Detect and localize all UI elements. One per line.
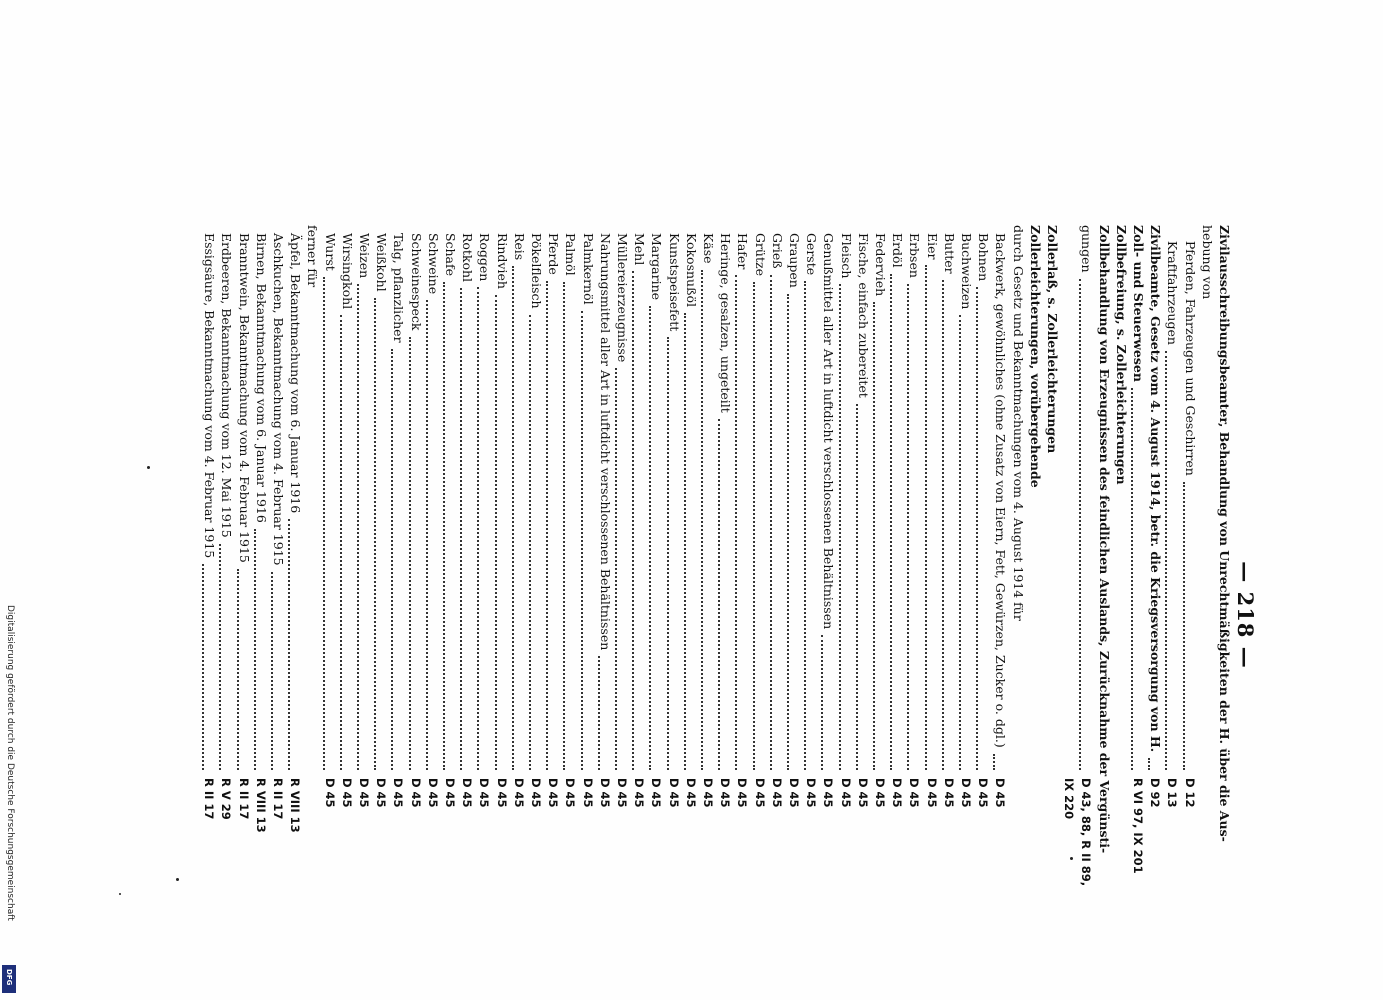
index-entry	[905, 225, 923, 1005]
leader-dots	[426, 300, 430, 770]
index-entry	[1043, 225, 1061, 1005]
entry-label: Mehl	[630, 225, 648, 269]
index-entry	[647, 225, 665, 1005]
leader-dots	[495, 295, 499, 770]
leader-dots	[735, 275, 739, 770]
index-entry	[200, 225, 218, 1005]
entry-label: Zollerleichterungen, vorübergehende	[1026, 225, 1044, 492]
entry-reference: D 45	[443, 778, 457, 808]
entry-reference: D 45	[339, 778, 354, 808]
index-entry	[1026, 225, 1044, 1005]
entry-label: Federvieh	[871, 225, 889, 300]
entry-label: Pferden, Fahrzeugen und Geschirren	[1181, 225, 1199, 480]
entry-label: Heringe, gesalzen, ungeteilt	[716, 225, 734, 417]
index-entry	[372, 225, 390, 1005]
leader-dots	[546, 281, 550, 770]
entry-reference: R II 17	[202, 778, 217, 820]
entry-reference: D 45	[873, 778, 887, 808]
entry-reference: D 45	[511, 778, 526, 808]
leader-dots	[649, 306, 653, 770]
leader-dots	[976, 287, 980, 770]
entry-reference: D 45	[460, 778, 475, 808]
index-entry	[888, 225, 906, 1005]
leader-dots	[925, 265, 929, 770]
index-entry	[1198, 225, 1216, 1005]
entry-reference: D 45	[924, 778, 939, 808]
index-entry	[682, 225, 700, 1005]
entry-label: Hafer	[733, 225, 751, 273]
entry-reference: D 45	[993, 778, 1008, 808]
entry-label: gungen	[1077, 225, 1095, 277]
index-entry	[303, 225, 321, 1005]
leader-dots	[684, 313, 688, 770]
leader-dots	[770, 275, 774, 770]
entry-reference: R V 29	[219, 778, 234, 820]
entry-reference: D 45	[649, 778, 664, 808]
index-page	[202, 225, 1258, 1005]
index-entry	[424, 225, 442, 1005]
entry-reference: R VI 97, IX 201	[1131, 778, 1145, 874]
entry-label: Essigsäure, Bekanntmachung vom 4. Februar 1915	[200, 225, 218, 562]
leader-dots	[856, 404, 860, 770]
entry-reference: D 45	[563, 778, 578, 808]
entry-reference: D 13	[1165, 778, 1180, 808]
index-entry	[235, 225, 253, 1005]
entry-label: Aschkuchen, Bekanntmachung vom 4. Februar 1915	[269, 225, 287, 570]
entry-reference: D 45	[666, 778, 681, 808]
entry-reference: R VIII 13	[288, 778, 303, 833]
index-entry	[802, 225, 820, 1005]
entry-label: Kokosnußöl	[682, 225, 700, 311]
entry-label: durch Gesetz und Bekanntmachungen vom 4. August 1914 für	[1009, 225, 1027, 625]
leader-dots	[1131, 388, 1135, 770]
index-entry	[389, 225, 407, 1005]
leader-dots	[942, 280, 946, 770]
index-entry	[1215, 225, 1233, 1005]
entry-label: Erdöl	[888, 225, 906, 272]
leader-dots	[959, 315, 963, 770]
entry-label: Rotkohl	[458, 225, 476, 286]
index-entry	[441, 225, 459, 1005]
leader-dots	[563, 282, 567, 770]
entry-reference: D 45	[718, 778, 733, 808]
entry-reference: D 45	[615, 778, 629, 808]
index-entry	[286, 225, 304, 1005]
entry-label: Zivilbeamte, Gesetz vom 4. August 1914, betr. die Kriegsversorgung von H.	[1146, 225, 1164, 756]
entry-reference: D 45	[907, 778, 922, 808]
index-entry	[699, 225, 717, 1005]
entry-label: Backwerk, gewöhnliches (ohne Zusatz von Eiern, Fett, Gewürzen, Zucker o. dgl.)	[991, 225, 1009, 752]
index-entry	[854, 225, 872, 1005]
entry-label: Wurst	[321, 225, 339, 275]
leader-dots	[598, 656, 602, 770]
index-entry	[475, 225, 493, 1005]
entry-label: Genußmittel aller Art in luftdicht verschlossenen Behältnissen	[819, 225, 837, 633]
entry-label: Eier	[923, 225, 941, 263]
entry-label: Grütze	[751, 225, 769, 280]
index-entry	[252, 225, 270, 1005]
index-entry	[1163, 225, 1181, 1005]
dfg-logo-text: DFG	[5, 969, 13, 986]
leader-dots	[1165, 351, 1169, 770]
entry-reference: D 45	[408, 778, 423, 808]
index-entry	[355, 225, 373, 1005]
entry-label: Pferde	[544, 225, 562, 279]
index-entry	[596, 225, 614, 1005]
index-entry	[1077, 225, 1095, 1005]
entry-label: Schafe	[441, 225, 459, 280]
leader-dots	[890, 274, 894, 770]
entry-label: Roggen	[475, 225, 493, 285]
index-entry	[716, 225, 734, 1005]
index-entry	[837, 225, 855, 1005]
index-entry	[1181, 225, 1199, 1005]
entry-label: Zollbehandlung von Erzeugnissen des feindlichen Auslands, Zurücknahme der Vergünsti-	[1095, 225, 1113, 857]
entry-reference: D 92	[1148, 778, 1163, 808]
index-entry	[579, 225, 597, 1005]
entry-reference: D 45	[838, 778, 853, 808]
index-entry	[561, 225, 579, 1005]
index-entry	[785, 225, 803, 1005]
entry-reference: D 45	[425, 778, 440, 808]
page-number: — 218 —	[1233, 561, 1258, 669]
leader-dots	[357, 284, 361, 770]
entry-reference: D 12	[1182, 778, 1197, 808]
leader-dots	[701, 270, 705, 770]
dfg-logo	[2, 965, 16, 993]
index-entry	[1112, 225, 1130, 1005]
entry-label: Palmkernöl	[579, 225, 597, 309]
index-entry	[957, 225, 975, 1005]
entry-reference: D 45	[752, 778, 767, 808]
entry-reference: D 45	[821, 778, 836, 808]
entry-reference: D 45	[632, 778, 647, 808]
entry-reference: D 45	[701, 778, 715, 808]
index-entry	[923, 225, 941, 1005]
entry-label: Nahrungsmittel aller Art in luftdicht verschlossenen Behältnissen	[596, 225, 614, 654]
entry-reference: D 45	[597, 778, 612, 808]
entry-reference: D 45	[529, 778, 543, 808]
leader-dots	[667, 337, 671, 770]
entry-label: Talg, pflanzlicher	[389, 225, 407, 347]
entry-reference: D 45	[804, 778, 819, 808]
index-entry	[1095, 225, 1113, 1005]
leader-dots	[288, 519, 292, 770]
entry-label: Reis	[510, 225, 528, 264]
index-entry	[751, 225, 769, 1005]
leader-dots	[460, 288, 464, 770]
leader-dots	[271, 572, 275, 770]
index-entry	[338, 225, 356, 1005]
entry-reference: D 45	[976, 778, 991, 808]
entry-label: Kunstspeisefett	[665, 225, 683, 335]
index-entry	[510, 225, 528, 1005]
index-entry	[630, 225, 648, 1005]
index-entry	[819, 225, 837, 1005]
entry-label: Rindvieh	[493, 225, 511, 293]
entry-label: Erdbeeren, Bekanntmachung vom 12. Mai 1915	[217, 225, 235, 542]
scan-speck	[1070, 857, 1073, 860]
scan-speck	[119, 893, 121, 895]
entry-label: Müllereierzeugnisse	[613, 225, 631, 366]
digitization-credit	[2, 605, 16, 995]
index-entry	[458, 225, 476, 1005]
entry-reference: D 45	[769, 778, 784, 808]
entry-label: Gerste	[802, 225, 820, 279]
entry-reference: D 45	[546, 778, 561, 808]
leader-dots	[512, 266, 516, 770]
entry-label: Grieß	[768, 225, 786, 273]
entry-label: Birnen, Bekanntmachung vom 6. Januar 1916	[252, 225, 270, 527]
entry-label: Butter	[940, 225, 958, 278]
index-entry	[493, 225, 511, 1005]
entry-label: Margarine	[647, 225, 665, 304]
leader-dots	[529, 315, 533, 770]
index-entry	[544, 225, 562, 1005]
leader-dots	[615, 368, 619, 770]
leader-dots	[1183, 482, 1187, 770]
entry-label: Fleisch	[837, 225, 855, 282]
scan-speck	[176, 878, 179, 881]
index-entry	[321, 225, 339, 1005]
entry-reference: D 45	[735, 778, 750, 808]
entry-reference: D 45	[494, 778, 509, 808]
leader-dots	[1148, 758, 1152, 770]
entry-reference: D 45	[357, 778, 371, 808]
leader-dots	[632, 271, 636, 770]
entry-label: hebung von	[1198, 225, 1216, 303]
entry-reference: R II 17	[271, 778, 285, 820]
entry-label: Käse	[699, 225, 717, 268]
leader-dots	[821, 635, 825, 770]
leader-dots	[873, 302, 877, 770]
index-entry	[665, 225, 683, 1005]
entry-label: Bohnen	[974, 225, 992, 285]
entry-reference: D 45	[941, 778, 956, 808]
entry-label: Erbsen	[905, 225, 923, 282]
entry-label: Zollbefreiung, s. Zollerleichterungen	[1112, 225, 1130, 489]
leader-dots	[907, 284, 911, 770]
leader-dots	[993, 754, 997, 770]
entry-reference: R II 17	[236, 778, 251, 820]
leader-dots	[237, 569, 241, 770]
entry-label: Branntwein, Bekanntmachung vom 4. Februar 1915	[235, 225, 253, 567]
digitization-credit-text: Digitalisierung gefördert durch die Deutsche Forschungsgemeinschaft	[5, 605, 15, 921]
scan-speck	[147, 466, 150, 469]
index-entry	[768, 225, 786, 1005]
leader-dots	[443, 282, 447, 770]
index-entry	[940, 225, 958, 1005]
entry-label: Zollerlaß, s. Zollerleichterungen	[1043, 225, 1061, 457]
entry-label: Schweine	[424, 225, 442, 298]
index-entry	[527, 225, 545, 1005]
entry-reference: R VIII 13	[253, 778, 268, 833]
leader-dots	[340, 315, 344, 770]
leader-dots	[753, 282, 757, 770]
entry-label: Äpfel, Bekanntmachung vom 6. Januar 1916	[286, 225, 304, 517]
leader-dots	[477, 287, 481, 770]
leader-dots	[1079, 279, 1083, 770]
leader-dots	[391, 349, 395, 770]
entry-label: Palmöl	[561, 225, 579, 280]
entry-reference: D 45	[683, 778, 698, 808]
leader-dots	[374, 298, 378, 770]
entry-reference: D 45	[374, 778, 389, 808]
entry-reference: D 45	[959, 778, 973, 808]
entry-reference: D 45	[787, 778, 801, 808]
index-entry	[974, 225, 992, 1005]
leader-dots	[787, 294, 791, 770]
entry-label: Buchweizen	[957, 225, 975, 313]
leader-dots	[219, 544, 223, 770]
entry-reference: D 45	[322, 778, 337, 808]
leader-dots	[839, 284, 843, 770]
entry-reference: D 45	[580, 778, 595, 808]
entry-label: Schweinespeck	[407, 225, 425, 335]
entry-reference: IX 220	[1062, 778, 1077, 820]
leader-dots	[202, 564, 206, 770]
entry-reference: D 43, 88, R II 89,	[1079, 778, 1094, 887]
entry-reference: D 45	[477, 778, 492, 808]
index-entry	[1009, 225, 1027, 1005]
entry-label: Fische, einfach zubereitet	[854, 225, 872, 402]
index-entry	[1129, 225, 1147, 1005]
entry-label: Weißkohl	[372, 225, 390, 296]
leader-dots	[804, 281, 808, 770]
entry-label: Weizen	[355, 225, 373, 282]
index-entry	[991, 225, 1009, 1005]
leader-dots	[581, 311, 585, 770]
entry-label: Zoll- und Steuerwesen	[1129, 225, 1147, 386]
entry-reference: D 45	[890, 778, 905, 808]
index-entry	[269, 225, 287, 1005]
index-entry	[1146, 225, 1164, 1005]
index-entry	[871, 225, 889, 1005]
entry-label: Graupen	[785, 225, 803, 292]
entry-label: Wirsingkohl	[338, 225, 356, 313]
entry-label: Zivilausschreibungsbeamter, Behandlung von Unrechtmäßigkeiten der H. über die Aus-	[1215, 225, 1233, 846]
entry-reference: D 45	[391, 778, 406, 808]
index-entry	[1060, 225, 1078, 1005]
entry-label: Pökelfleisch	[527, 225, 545, 313]
leader-dots	[718, 419, 722, 770]
entry-label: ferner für	[303, 225, 321, 291]
entry-label: Kraftfahrzeugen	[1163, 225, 1181, 349]
entry-reference: D 45	[855, 778, 870, 808]
leader-dots	[254, 529, 258, 770]
leader-dots	[323, 277, 327, 770]
index-entry	[613, 225, 631, 1005]
index-entry	[733, 225, 751, 1005]
index-entry	[407, 225, 425, 1005]
index-entry	[217, 225, 235, 1005]
leader-dots	[409, 337, 413, 770]
